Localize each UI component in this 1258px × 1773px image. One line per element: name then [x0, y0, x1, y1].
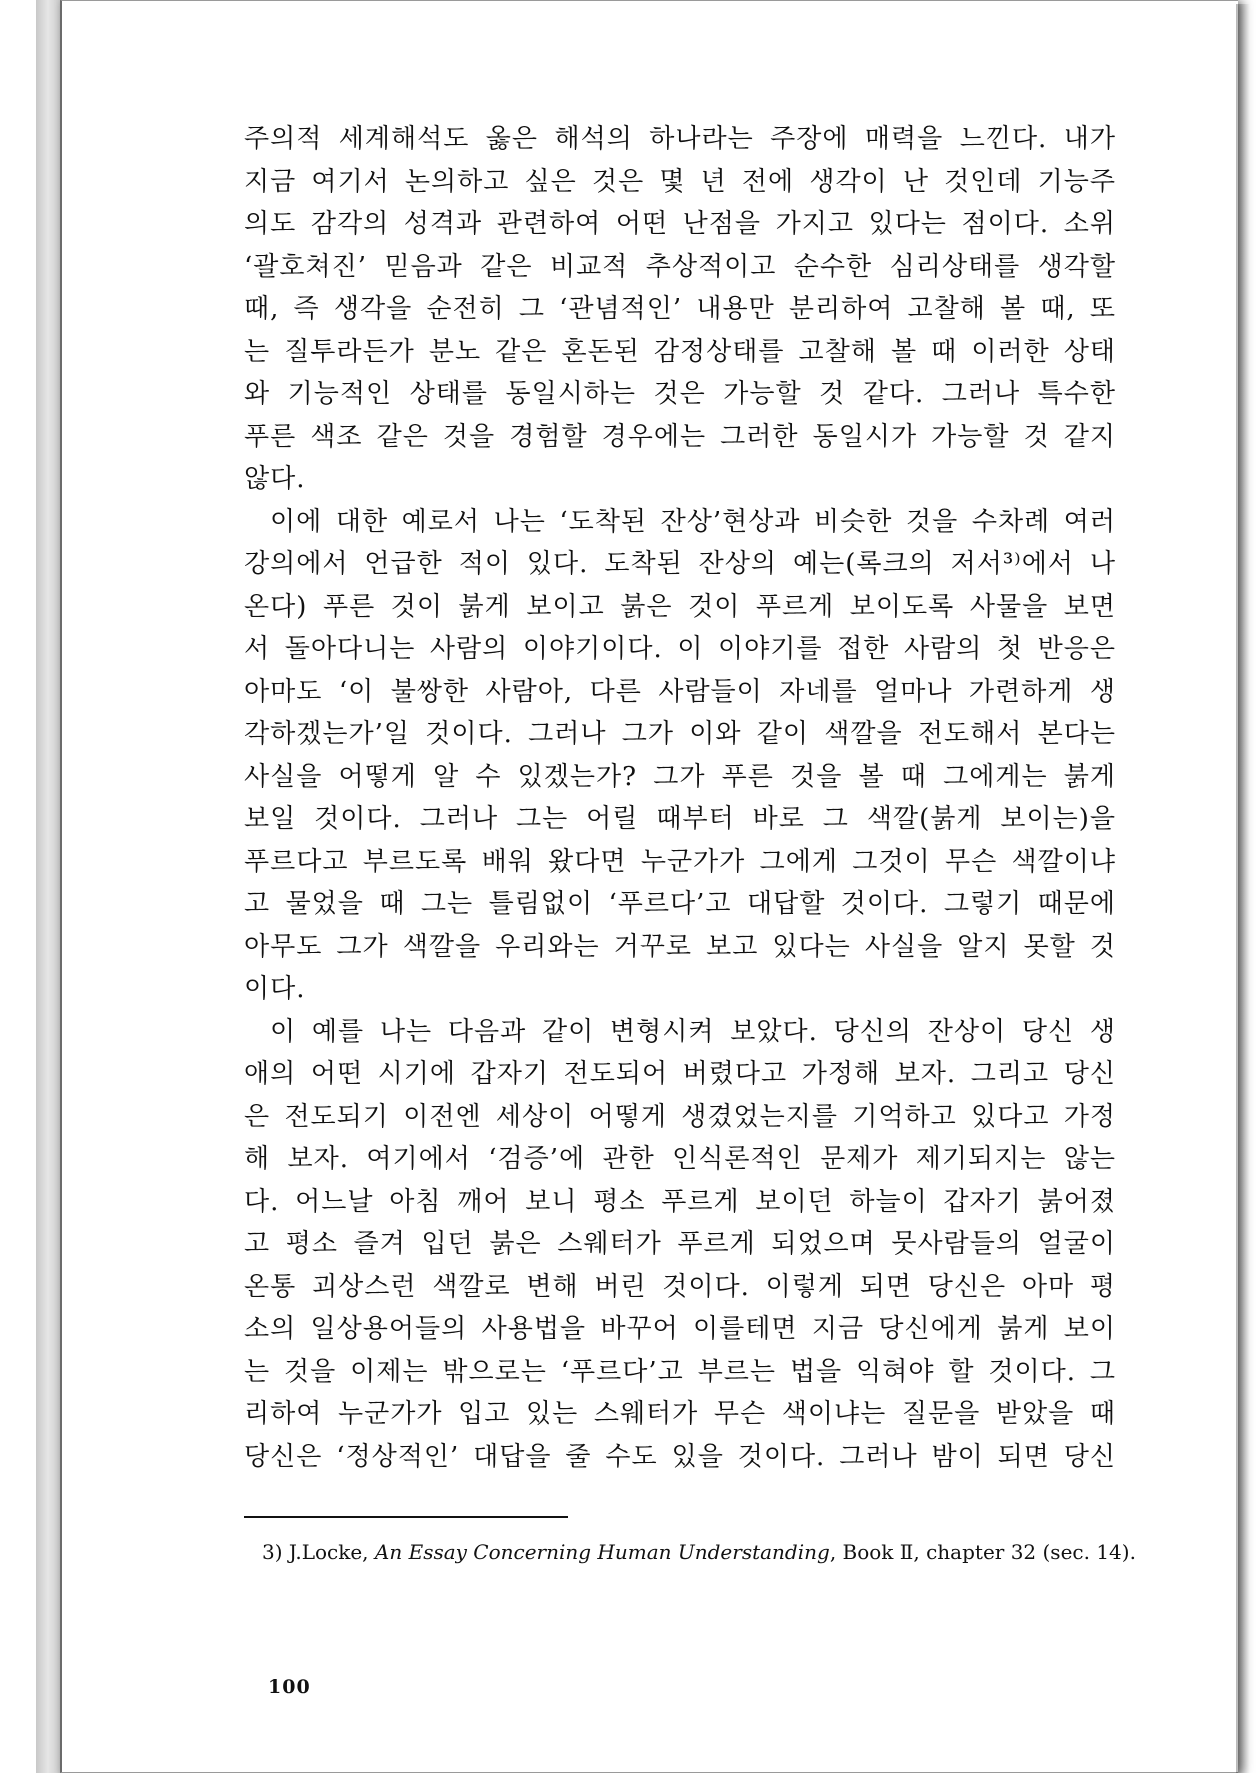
page-shadow — [1236, 4, 1250, 1773]
text-line: 사실을 어떻게 알 수 있겠는가? 그가 푸른 것을 볼 때 그에게는 붉게 — [244, 761, 1116, 792]
text-line: 해 보자. 여기에서 ‘검증’에 관한 인식론적인 문제가 제기되지는 않는 — [244, 1144, 1116, 1174]
text-line: 온통 괴상스런 색깔로 변해 버린 것이다. 이렇게 되면 당신은 아마 평 — [244, 1271, 1116, 1302]
footnote-book-title: An Essay Concerning Human Understanding — [374, 1540, 830, 1564]
text-line: 소의 일상용어들의 사용법을 바꾸어 이를테면 지금 당신에게 붉게 보이 — [244, 1314, 1116, 1344]
text-line: 온다) 푸른 것이 붉게 보이고 붉은 것이 푸르게 보이도록 사물을 보면 — [244, 591, 1116, 622]
text-line: 강의에서 언급한 적이 있다. 도착된 잔상의 예는(록크의 저서³⁾에서 나 — [244, 549, 1116, 579]
text-line: 다. 어느날 아침 깨어 보니 평소 푸르게 보이던 하늘이 갑자기 붉어졌 — [244, 1186, 1116, 1217]
text-line: 아마도 ‘이 불쌍한 사람아, 다른 사람들이 자네를 얼마나 가련하게 생 — [244, 676, 1116, 707]
paragraph-start-line: 이 예를 나는 다음과 같이 변형시켜 보았다. 당신의 잔상이 당신 생 — [270, 1016, 1116, 1047]
text-line: 때, 즉 생각을 순전히 그 ‘관념적인’ 내용만 분리하여 고찰해 볼 때, 또 — [244, 294, 1116, 324]
text-line: 애의 어떤 시기에 갑자기 전도되어 버렸다고 가정해 보자. 그리고 당신 — [244, 1059, 1116, 1089]
text-line: 각하겠는가’일 것이다. 그러나 그가 이와 같이 색깔을 전도해서 본다는 — [244, 719, 1116, 749]
text-line: 당신은 ‘정상적인’ 대답을 줄 수도 있을 것이다. 그러나 밤이 되면 당신 — [244, 1441, 1116, 1472]
footnote-tail: , Book Ⅱ, chapter 32 (sec. 14). — [829, 1540, 1136, 1564]
text-line: 푸른 색조 같은 것을 경험할 경우에는 그러한 동일시가 가능할 것 같지 — [244, 421, 1116, 452]
page-number: 100 — [268, 1676, 311, 1698]
footnote-divider — [244, 1516, 568, 1518]
text-line: 고 평소 즐겨 입던 붉은 스웨터가 푸르게 되었으며 뭇사람들의 얼굴이 — [244, 1229, 1116, 1259]
text-line: 보일 것이다. 그러나 그는 어릴 때부터 바로 그 색깔(붉게 보이는)을 — [244, 804, 1116, 834]
footnote-lead: 3) J.Locke, — [262, 1540, 375, 1564]
text-line: 주의적 세계해석도 옳은 해석의 하나라는 주장에 매력을 느낀다. 내가 — [244, 124, 1116, 154]
text-line: 이다. — [244, 974, 306, 1004]
text-line: 지금 여기서 논의하고 싶은 것은 몇 년 전에 생각이 난 것인데 기능주 — [244, 166, 1116, 197]
text-line: 는 질투라든가 분노 같은 혼돈된 감정상태를 고찰해 볼 때 이러한 상태 — [244, 336, 1116, 367]
paragraph-start-line: 이에 대한 예로서 나는 ‘도착된 잔상’현상과 비슷한 것을 수차례 여러 — [270, 506, 1116, 537]
text-line: 서 돌아다니는 사람의 이야기이다. 이 이야기를 접한 사람의 첫 반응은 — [244, 634, 1116, 664]
text-line: 푸르다고 부르도록 배워 왔다면 누군가가 그에게 그것이 무슨 색깔이냐 — [244, 846, 1116, 877]
text-line: 은 전도되기 이전엔 세상이 어떻게 생겼었는지를 기억하고 있다고 가정 — [244, 1101, 1116, 1132]
footnote — [262, 1540, 1136, 1564]
text-line: 않다. — [244, 464, 306, 494]
text-line: 리하여 누군가가 입고 있는 스웨터가 무슨 색이냐는 질문을 받았을 때 — [244, 1399, 1116, 1429]
text-line: 와 기능적인 상태를 동일시하는 것은 가능할 것 같다. 그러나 특수한 — [244, 379, 1116, 409]
text-line: 아무도 그가 색깔을 우리와는 거꾸로 보고 있다는 사실을 알지 못할 것 — [244, 931, 1116, 962]
text-line: 의도 감각의 성격과 관련하여 어떤 난점을 가지고 있다는 점이다. 소위 — [244, 209, 1116, 239]
text-line: ‘괄호쳐진’ 믿음과 같은 비교적 추상적이고 순수한 심리상태를 생각할 — [244, 251, 1116, 282]
text-line: 고 물었을 때 그는 틀림없이 ‘푸르다’고 대답할 것이다. 그렇기 때문에 — [244, 889, 1116, 919]
text-line: 는 것을 이제는 밖으로는 ‘푸르다’고 부르는 법을 익혀야 할 것이다. 그 — [244, 1356, 1116, 1387]
body-text — [244, 118, 1116, 1478]
